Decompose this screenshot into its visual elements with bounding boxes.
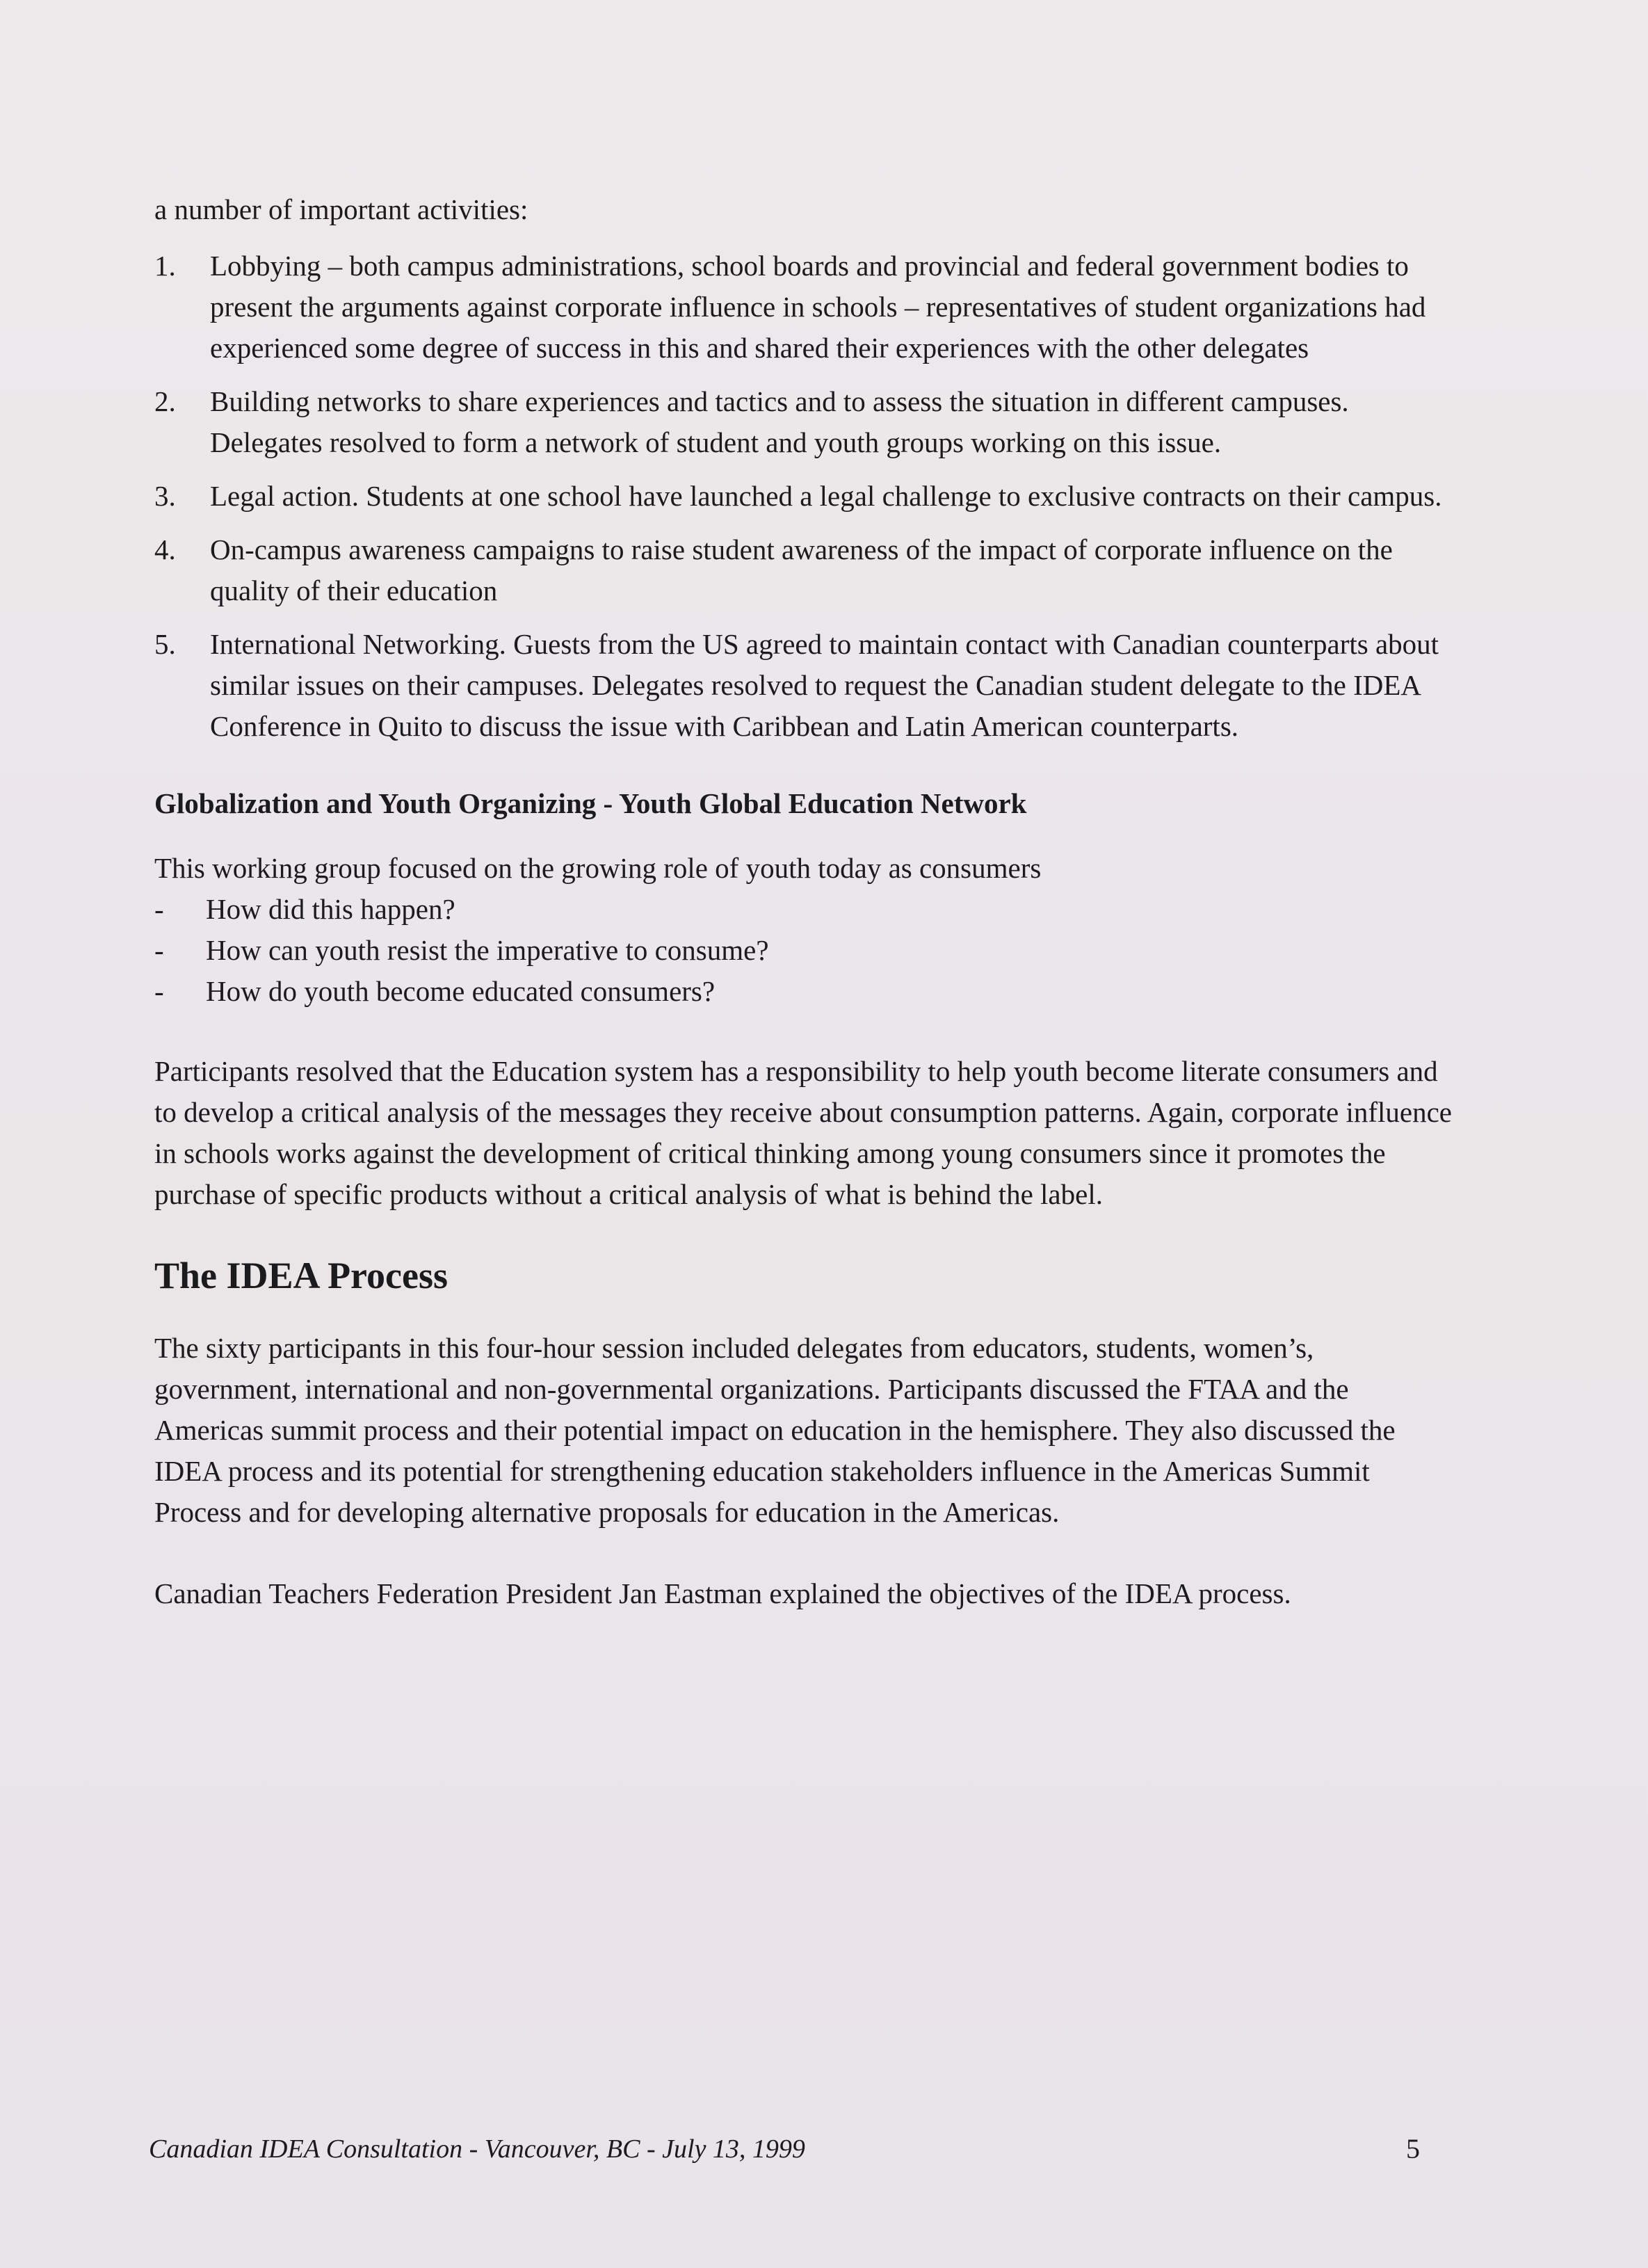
dash-bullet: - (154, 893, 164, 925)
list-number: 3. (154, 480, 176, 512)
list-item (154, 624, 1462, 747)
list-item-text: Legal action. Students at one school have launched a legal challenge to exclusive contracts on their campus. (210, 480, 1442, 512)
list-item (154, 971, 1462, 1012)
list-item-text: On-campus awareness campaigns to raise student awareness of the impact of corporate influence on the quality of their education (210, 533, 1393, 606)
intro-text: a number of important activities: (154, 193, 528, 225)
list-number: 1. (154, 250, 176, 282)
youth-section-heading: Globalization and Youth Organizing - Youth Global Education Network (154, 787, 1027, 819)
question-text: How do youth become educated consumers? (206, 975, 716, 1007)
youth-section-paragraph: Participants resolved that the Education system has a responsibility to help youth become literate consumers and to develop a critical analysis of the messages they receive about consumption patterns. Again, corporate influence in schools works against the development of critical thinking among young consumers since it promotes the purchase of specific products without a critical analysis of what is behind the label. (154, 1055, 1453, 1210)
list-item (154, 476, 1462, 517)
list-item-text: Building networks to share experiences and tactics and to assess the situation in different campuses. Delegates resolved to form a network of student and youth groups working on this issue. (210, 385, 1349, 458)
question-text: How did this happen? (206, 893, 455, 925)
list-item (154, 529, 1462, 611)
list-number: 4. (154, 533, 176, 565)
list-item-text: Lobbying – both campus administrations, school boards and provincial and federal government bodies to present the arguments against corporate influence in schools – representatives of student organizations had experienced some degree of success in this and shared their experiences with the other delegates (210, 250, 1426, 364)
dash-bullet: - (154, 934, 164, 966)
question-text: How can youth resist the imperative to consume? (206, 934, 769, 966)
page-body (154, 189, 1462, 1614)
list-number: 2. (154, 385, 176, 417)
list-item (154, 381, 1462, 463)
idea-paragraph-2: Canadian Teachers Federation President Jan Eastman explained the objectives of the IDEA process. (154, 1577, 1291, 1609)
list-item (154, 930, 1462, 971)
page-number: 5 (1406, 2133, 1420, 2164)
youth-section-lead: This working group focused on the growing role of youth today as consumers (154, 852, 1042, 884)
list-item (154, 246, 1462, 369)
questions-list (154, 889, 1462, 1012)
idea-paragraph-1: The sixty participants in this four-hour session included delegates from educators, students, women’s, government, international and non-governmental organizations. Participants discussed the FTAA and the Americas summit process and their potential impact on education in the hemisphere. They also discussed the IDEA process and its potential for strengthening education stakeholders influence in the Americas Summit Process and for developing alternative proposals for education in the Americas. (154, 1332, 1396, 1528)
idea-process-heading: The IDEA Process (154, 1255, 449, 1296)
list-number: 5. (154, 628, 176, 660)
activities-list (154, 246, 1462, 747)
list-item (154, 889, 1462, 930)
list-item-text: International Networking. Guests from the US agreed to maintain contact with Canadian counterparts about similar issues on their campuses. Delegates resolved to request the Canadian student delegate to the IDEA Conference in Quito to discuss the issue with Caribbean and Latin American counterparts. (210, 628, 1439, 742)
page-footer: Canadian IDEA Consultation - Vancouver, BC - July 13, 1999 (149, 2134, 805, 2164)
dash-bullet: - (154, 975, 164, 1007)
